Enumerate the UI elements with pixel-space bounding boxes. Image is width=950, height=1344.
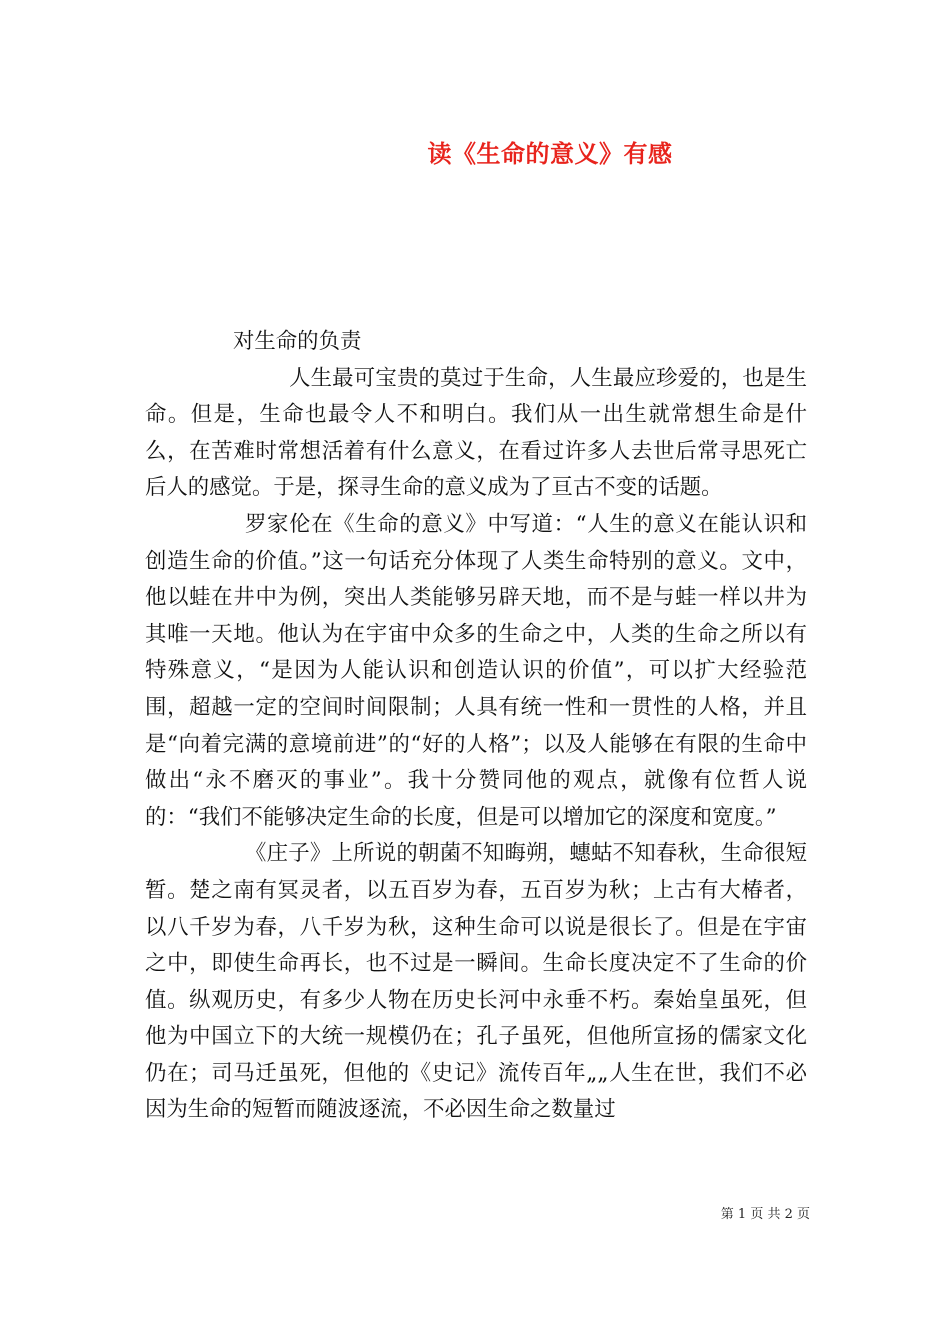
paragraph-2: 罗家伦在《生命的意义》中写道：“人生的意义在能认识和创造生命的价值。”这一句话充分体现了人类生命特别的意义。文中，他以蛙在井中为例，突出人类能够另辟天地，而不是与蛙一样以井为其唯一天地。他认为在宇宙中众多的生命之中，人类的生命之所以有特殊意义，“是因为人能认识和创造认识的价值”，可以扩大经验范围，超越一定的空间时间限制；人具有统一性和一贯性的人格，并且是“向着完满的意境前进”的“好的人格”；以及人能够在有限的生命中做出“永不磨灭的事业”。我十分赞同他的观点，就像有位哲人说的：“我们不能够决定生命的长度，但是可以增加它的深度和宽度。”: [145, 511, 807, 830]
section-subheading: 对生命的负责: [233, 329, 362, 354]
document-title: 读《生命的意义》有感: [427, 139, 673, 168]
document-title-wrapper: [0, 134, 950, 169]
paragraph-3: 《庄子》上所说的朝菌不知晦朔，蟪蛄不知春秋，生命很短暂。楚之南有冥灵者，以五百岁为春，五百岁为秋；上古有大椿者，以八千岁为春，八千岁为秋，这种生命可以说是很长了。但是在宇宙之中，即使生命再长，也不过是一瞬间。生命长度决定不了生命的价值。纵观历史，有多少人物在历史长河中永垂不朽。秦始皇虽死，但他为中国立下的大统一规模仍在；孔子虽死，但他所宣扬的儒家文化仍在；司马迁虽死，但他的《史记》流传百年„„人生在世，我们不必因为生命的短暂而随波逐流，不必因生命之数量过: [145, 841, 807, 1123]
paragraph-1: 人生最可宝贵的莫过于生命，人生最应珍爱的，也是生命。但是，生命也最令人不和明白。我们从一出生就常想生命是什么，在苦难时常想活着有什么意义，在看过许多人去世后常寻思死亡后人的感觉。于是，探寻生命的意义成为了亘古不变的话题。: [145, 365, 807, 501]
page-footer: 第 1 页 共 2 页: [720, 1207, 810, 1222]
document-body: [145, 324, 807, 1129]
